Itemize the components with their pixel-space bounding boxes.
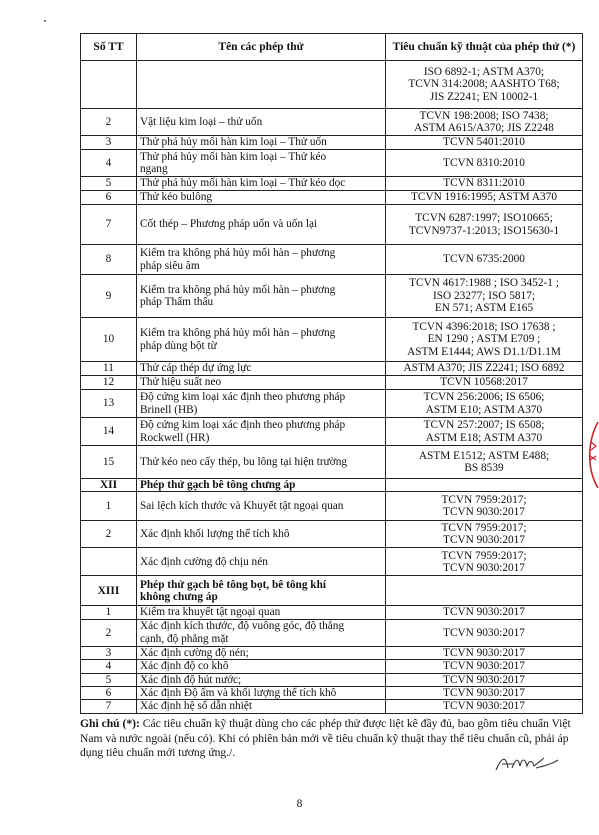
table-header-row [81,34,583,61]
standard-ref: TCVN 7959:2017; TCVN 9030:2017 [386,492,583,521]
table-row [81,390,583,418]
row-number: 4 [81,660,137,673]
row-number: 1 [81,492,137,521]
standard-ref [386,479,583,492]
test-name: Thử hiệu suất neo [137,376,386,390]
standard-ref: TCVN 9030:2017 [386,700,583,713]
standard-ref: TCVN 8311:2010 [386,177,583,191]
row-number [81,61,137,109]
test-name: Phép thử gạch bê tông bọt, bê tông khí không chưng áp [137,576,386,606]
standard-ref: TCVN 256:2006; IS 6506; ASTM E10; ASTM A370 [386,390,583,418]
test-name: Thử phá hủy mối hàn kim loại – Thử kéo ngang [137,150,386,177]
test-name: Xác định cường độ chịu nén [137,548,386,576]
standard-ref: TCVN 10568:2017 [386,376,583,390]
row-number: 10 [81,318,137,362]
standard-ref: TCVN 9030:2017 [386,606,583,619]
test-name: Kiểm tra không phá hủy mối hàn – phương pháp dùng bột từ [137,318,386,362]
row-number: 7 [81,205,137,245]
test-name: Xác định khối lượng thể tích khô [137,521,386,548]
row-number: 3 [81,646,137,659]
table-row [81,521,583,548]
table-row [81,376,583,390]
row-number: 5 [81,673,137,686]
row-number: 15 [81,446,137,479]
test-name: Thử kéo bulông [137,191,386,205]
row-number: 1 [81,606,137,619]
test-name: Thử phá hủy mối hàn kim loại – Thử kéo dọc [137,177,386,191]
table-row [81,548,583,576]
test-name: Thử cáp thép dự ứng lực [137,362,386,376]
table-row [81,275,583,318]
table-row [81,700,583,713]
standard-ref: ISO 6892-1; ASTM A370; TCVN 314:2008; AASHTO T68; JIS Z2241; EN 10002-1 [386,61,583,109]
table-row [81,660,583,673]
table-row [81,673,583,686]
red-stamp-edge [584,420,599,490]
table-row [81,606,583,619]
row-number: 8 [81,245,137,275]
test-name: Xác định độ hút nước; [137,673,386,686]
table-body [81,61,583,714]
table-row [81,191,583,205]
page-number: 8 [296,798,303,810]
table-row [81,177,583,191]
test-name: Phép thử gạch bê tông chưng áp [137,479,386,492]
table-row [81,245,583,275]
row-number: 6 [81,687,137,700]
test-name: Xác định kích thước, độ vuông góc, độ thẳng cạnh, độ phẳng mặt [137,619,386,646]
row-number: 4 [81,150,137,177]
standard-ref: ASTM A370; JIS Z2241; ISO 6892 [386,362,583,376]
standard-ref: TCVN 6735:2000 [386,245,583,275]
header-test-name: Tên các phép thử [137,34,386,61]
standard-ref: TCVN 4396:2018; ISO 17638 ; EN 1290 ; ASTM E709 ; ASTM E1444; AWS D1.1/D1.1M [386,318,583,362]
test-name: Độ cứng kim loại xác định theo phương pháp Brinell (HB) [137,390,386,418]
test-name: Xác định độ co khô [137,660,386,673]
table-row [81,446,583,479]
standard-ref: TCVN 7959:2017; TCVN 9030:2017 [386,548,583,576]
table-row [81,150,583,177]
table-row [81,205,583,245]
row-number: 13 [81,390,137,418]
table-row [81,136,583,150]
section-row [81,479,583,492]
test-name: Kiểm tra không phá hủy mối hàn – phương pháp Thẩm thấu [137,275,386,318]
standard-ref: TCVN 9030:2017 [386,673,583,686]
section-row [81,576,583,606]
row-number: 5 [81,177,137,191]
test-name: Vật liệu kim loại – thử uốn [137,109,386,136]
row-number: 11 [81,362,137,376]
standard-ref: TCVN 4617:1988 ; ISO 3452-1 ; ISO 23277; ISO 5817; EN 571; ASTM E165 [386,275,583,318]
table-row [81,418,583,446]
footnote-label: Ghi chú (*): [80,717,140,730]
row-number: 9 [81,275,137,318]
test-name: Thử phá hủy mối hàn kim loại – Thử uốn [137,136,386,150]
standard-ref: TCVN 1916:1995; ASTM A370 [386,191,583,205]
footnote-text: Các tiêu chuẩn kỹ thuật dùng cho các phép thử được liệt kê đầy đủ, bao gồm tiêu chuẩn Việt Nam và nước ngoài (nếu có). Khi có phiên bản mới về tiêu chuẩn kỹ thuật thay thế tiêu chuẩn cũ, phải áp dụng tiêu chuẩn mới tương ứng./. [80,717,571,759]
row-number: 2 [81,109,137,136]
row-number: XII [81,479,137,492]
standard-ref: TCVN 9030:2017 [386,646,583,659]
header-no: Số TT [81,34,137,61]
test-name: Độ cứng kim loại xác định theo phương pháp Rockwell (HR) [137,418,386,446]
standard-ref: ASTM E1512; ASTM E488; BS 8539 [386,446,583,479]
row-number: 2 [81,619,137,646]
table-row [81,362,583,376]
standard-ref: TCVN 9030:2017 [386,660,583,673]
test-name: Xác định Độ ẩm và khối lượng thể tích khô [137,687,386,700]
test-name: Xác định cường độ nén; [137,646,386,659]
table-row [81,109,583,136]
standard-ref: TCVN 6287:1997; ISO10665; TCVN9737-1:2013; ISO15630-1 [386,205,583,245]
row-number: XIII [81,576,137,606]
table-row [81,646,583,659]
row-number: 2 [81,521,137,548]
test-name [137,61,386,109]
standard-ref: TCVN 5401:2010 [386,136,583,150]
table-row [81,61,583,109]
test-name: Kiểm tra không phá hủy mối hàn – phương pháp siêu âm [137,245,386,275]
test-name: Xác định hệ số dẫn nhiệt [137,700,386,713]
test-name: Kiểm tra khuyết tật ngoại quan [137,606,386,619]
row-number [81,548,137,576]
test-standards-table [80,33,583,714]
row-number: 12 [81,376,137,390]
standard-ref: TCVN 257:2007; IS 6508; ASTM E18; ASTM A370 [386,418,583,446]
standard-ref: TCVN 8310:2010 [386,150,583,177]
test-name: Sai lệch kích thước và Khuyết tật ngoại quan [137,492,386,521]
row-number: 6 [81,191,137,205]
test-name: Cốt thép – Phương pháp uốn và uốn lại [137,205,386,245]
standard-ref [386,576,583,606]
standard-ref: TCVN 9030:2017 [386,687,583,700]
table-row [81,318,583,362]
standard-ref: TCVN 9030:2017 [386,619,583,646]
row-number: 14 [81,418,137,446]
table-row [81,619,583,646]
scan-speck [44,20,46,22]
test-name: Thử kéo neo cấy thép, bu lông tại hiện trường [137,446,386,479]
table-row [81,687,583,700]
handwritten-signature [492,752,562,776]
standard-ref: TCVN 198:2008; ISO 7438; ASTM A615/A370; JIS Z2248 [386,109,583,136]
standard-ref: TCVN 7959:2017; TCVN 9030:2017 [386,521,583,548]
row-number: 3 [81,136,137,150]
row-number: 7 [81,700,137,713]
header-standard: Tiêu chuẩn kỹ thuật của phép thử (*) [386,34,583,61]
table-row [81,492,583,521]
